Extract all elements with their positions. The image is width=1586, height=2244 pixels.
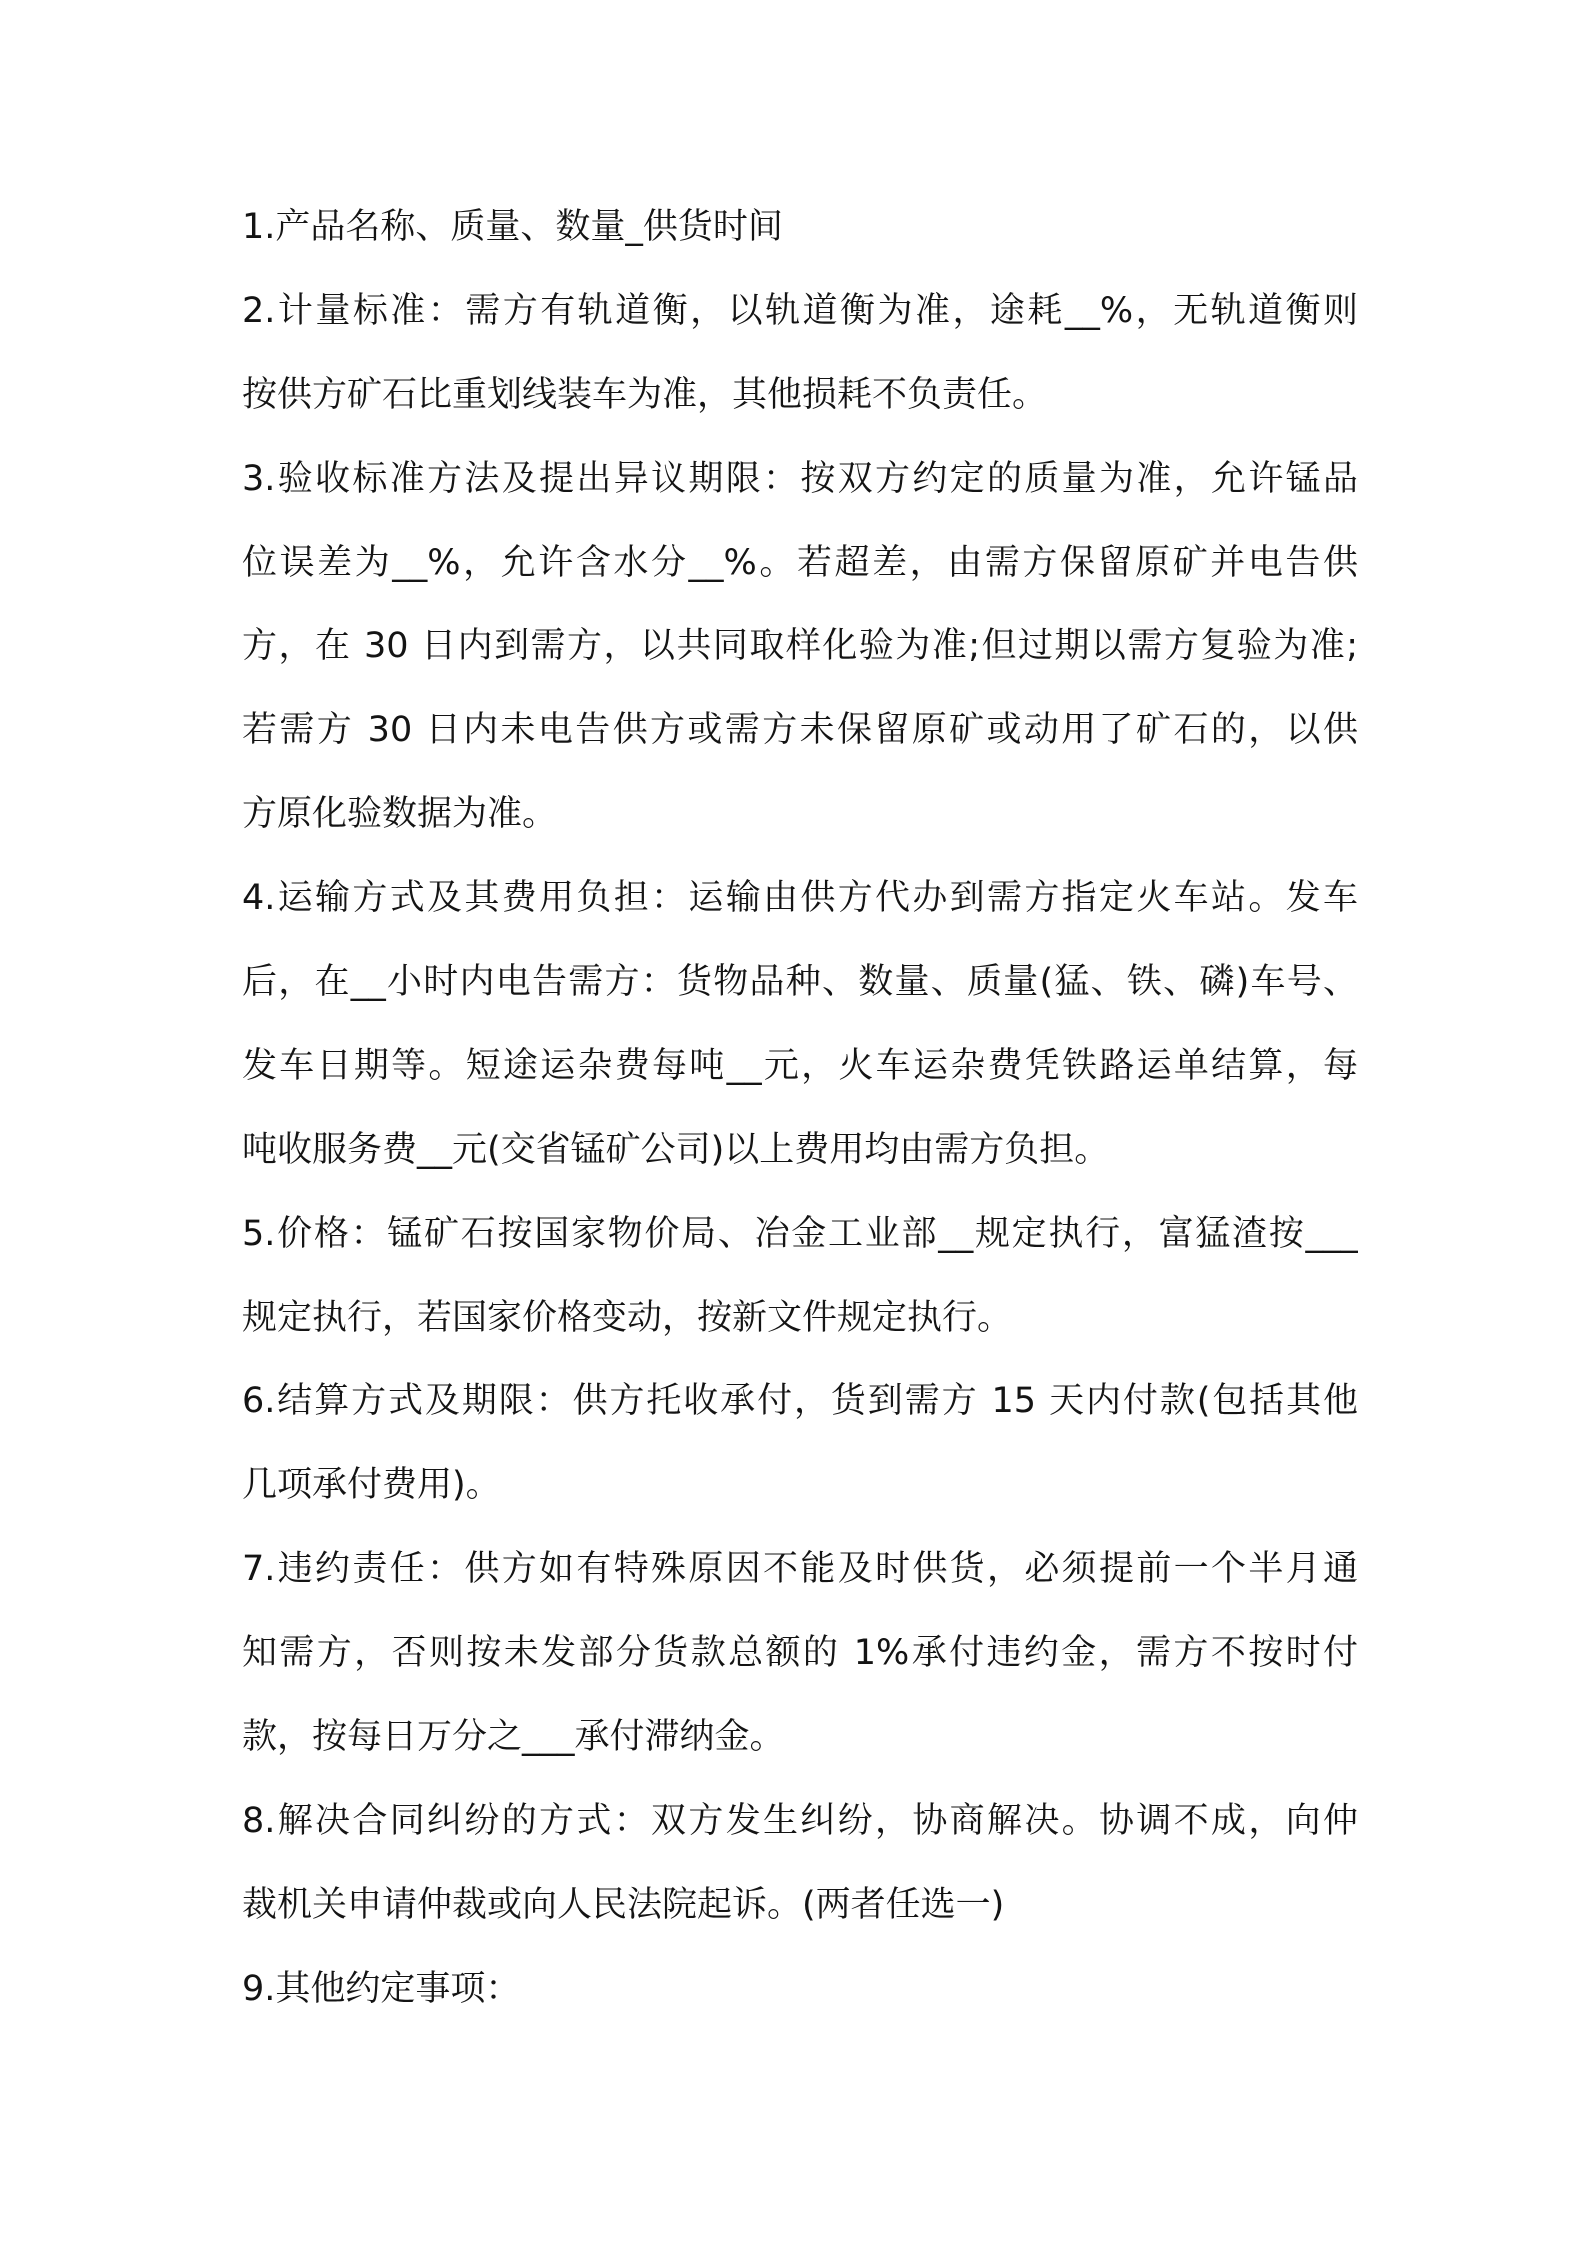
clause-6-settlement bbox=[242, 1360, 1358, 1528]
paragraph-line: 2.计量标准：需方有轨道衡，以轨道衡为准，途耗__%，无轨道衡则 bbox=[242, 290, 1358, 331]
paragraph-line: 按供方矿石比重划线装车为准，其他损耗不负责任。 bbox=[242, 374, 1048, 415]
clause-7-liability bbox=[242, 1528, 1358, 1780]
paragraph-line: 发车日期等。短途运杂费每吨__元，火车运杂费凭铁路运单结算，每 bbox=[242, 1045, 1358, 1086]
clause-1-product bbox=[242, 186, 1358, 270]
clause-8-dispute bbox=[242, 1780, 1358, 1948]
paragraph-line: 3.验收标准方法及提出异议期限：按双方约定的质量为准，允许锰品 bbox=[242, 458, 1358, 499]
paragraph-line: 款，按每日万分之___承付滞纳金。 bbox=[242, 1717, 785, 1758]
paragraph-line: 若需方 30 日内未电告供方或需方未保留原矿或动用了矿石的，以供 bbox=[242, 710, 1358, 751]
paragraph-line: 6.结算方式及期限：供方托收承付，货到需方 15 天内付款(包括其他 bbox=[242, 1381, 1358, 1422]
paragraph-line: 7.违约责任：供方如有特殊原因不能及时供货，必须提前一个半月通 bbox=[242, 1549, 1358, 1590]
paragraph-line: 5.价格：锰矿石按国家物价局、冶金工业部__规定执行，富猛渣按___ bbox=[242, 1213, 1358, 1254]
paragraph-line: 4.运输方式及其费用负担：运输由供方代办到需方指定火车站。发车 bbox=[242, 878, 1358, 919]
paragraph-line: 几项承付费用)。 bbox=[242, 1465, 501, 1506]
paragraph-line: 8.解决合同纠纷的方式：双方发生纠纷，协商解决。协调不成，向仲 bbox=[242, 1800, 1358, 1841]
paragraph-line: 后，在__小时内电告需方：货物品种、数量、质量(猛、铁、磷)车号、 bbox=[242, 962, 1358, 1003]
paragraph-line: 知需方，否则按未发部分货款总额的 1%承付违约金，需方不按时付 bbox=[242, 1633, 1358, 1674]
paragraph-line: 方原化验数据为准。 bbox=[242, 794, 558, 835]
clause-4-transport bbox=[242, 857, 1358, 1193]
paragraph-line: 9.其他约定事项： bbox=[242, 1968, 521, 2009]
paragraph-line: 1.产品名称、质量、数量_供货时间 bbox=[242, 207, 783, 247]
contract-body bbox=[242, 186, 1358, 2032]
clause-3-acceptance bbox=[242, 438, 1358, 857]
paragraph-line: 方，在 30 日内到需方，以共同取样化验为准;但过期以需方复验为准; bbox=[242, 626, 1358, 667]
paragraph-line: 裁机关申请仲裁或向人民法院起诉。(两者任选一) bbox=[242, 1884, 1005, 1925]
clause-9-other bbox=[242, 1948, 1358, 2032]
paragraph-line: 规定执行，若国家价格变动，按新文件规定执行。 bbox=[242, 1297, 1013, 1338]
clause-5-price bbox=[242, 1193, 1358, 1361]
paragraph-line: 位误差为__%，允许含水分__%。若超差，由需方保留原矿并电告供 bbox=[242, 542, 1358, 583]
clause-2-measurement bbox=[242, 270, 1358, 438]
paragraph-line: 吨收服务费__元(交省锰矿公司)以上费用均由需方负担。 bbox=[242, 1129, 1110, 1170]
